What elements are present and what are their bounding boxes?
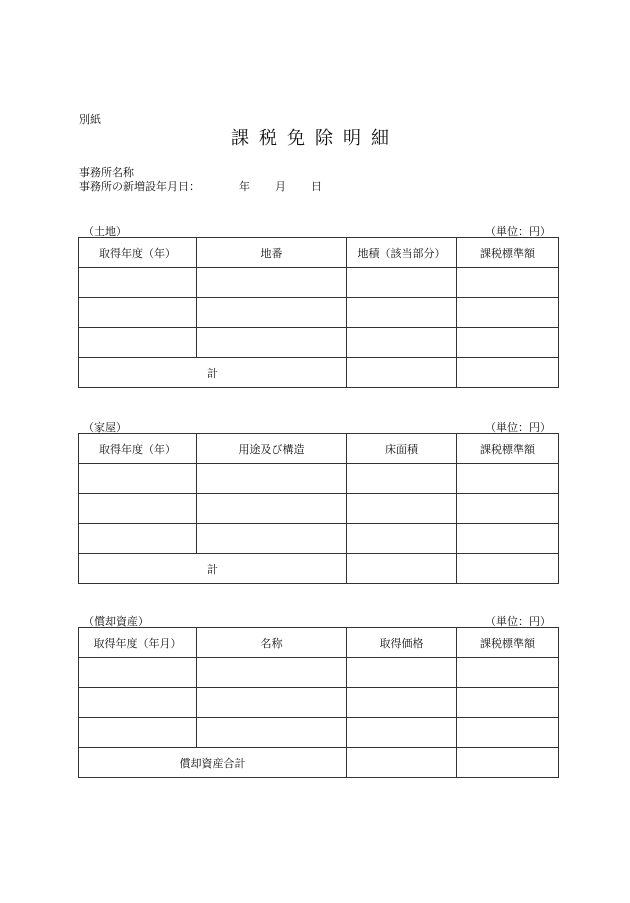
table-cell[interactable] [197, 658, 347, 688]
table-cell[interactable] [79, 688, 197, 718]
building-unit-label: （単位：円） [485, 421, 551, 434]
column-header: 地積（該当部分） [347, 238, 457, 268]
table-row [79, 328, 559, 358]
column-header: 床面積 [347, 434, 457, 464]
column-header: 取得価格 [347, 628, 457, 658]
office-date-label: 事務所の新増設年月日： [79, 180, 200, 193]
table-cell[interactable] [347, 748, 457, 778]
table-cell[interactable] [197, 464, 347, 494]
table-cell[interactable] [347, 268, 457, 298]
table-cell[interactable] [457, 464, 559, 494]
annex-label: 別紙 [79, 113, 101, 126]
land-unit-label: （単位：円） [485, 225, 551, 238]
day-unit: 日 [311, 180, 322, 193]
table-cell[interactable] [347, 298, 457, 328]
table-cell[interactable] [79, 494, 197, 524]
table-cell[interactable] [347, 464, 457, 494]
land-section-label: （土地） [83, 225, 127, 238]
table-cell[interactable] [79, 524, 197, 554]
table-cell[interactable] [79, 718, 197, 748]
table-cell[interactable] [79, 298, 197, 328]
table-cell[interactable] [457, 358, 559, 388]
table-cell[interactable] [197, 688, 347, 718]
table-cell[interactable] [457, 688, 559, 718]
total-label: 計 [79, 554, 347, 584]
table-cell[interactable] [457, 658, 559, 688]
depreciable-section-label: （償却資産） [83, 615, 149, 628]
table-cell[interactable] [197, 524, 347, 554]
table-cell[interactable] [347, 688, 457, 718]
land-table [78, 237, 559, 388]
table-cell[interactable] [457, 494, 559, 524]
table-cell[interactable] [347, 494, 457, 524]
table-header-row [79, 238, 559, 268]
table-cell[interactable] [79, 464, 197, 494]
table-row [79, 298, 559, 328]
table-row [79, 494, 559, 524]
table-row [79, 524, 559, 554]
table-cell[interactable] [347, 554, 457, 584]
table-cell[interactable] [457, 298, 559, 328]
total-row [79, 358, 559, 388]
total-label: 償却資産合計 [79, 748, 347, 778]
page-title: 課税免除明細 [231, 128, 399, 149]
table-cell[interactable] [347, 658, 457, 688]
table-cell[interactable] [347, 718, 457, 748]
table-cell[interactable] [457, 748, 559, 778]
table-cell[interactable] [79, 268, 197, 298]
table-cell[interactable] [197, 268, 347, 298]
table-cell[interactable] [457, 524, 559, 554]
table-cell[interactable] [457, 718, 559, 748]
column-header: 課税標準額 [457, 434, 559, 464]
table-cell[interactable] [347, 358, 457, 388]
column-header: 地番 [197, 238, 347, 268]
table-cell[interactable] [457, 268, 559, 298]
table-header-row [79, 434, 559, 464]
depreciable-unit-label: （単位：円） [485, 615, 551, 628]
total-row [79, 554, 559, 584]
table-row [79, 658, 559, 688]
table-cell[interactable] [197, 298, 347, 328]
column-header: 用途及び構造 [197, 434, 347, 464]
table-row [79, 464, 559, 494]
year-unit: 年 [239, 180, 250, 193]
depreciable-table [78, 627, 559, 778]
office-name-label: 事務所名称 [79, 166, 134, 179]
total-row [79, 748, 559, 778]
table-row [79, 688, 559, 718]
table-cell[interactable] [347, 328, 457, 358]
column-header: 課税標準額 [457, 238, 559, 268]
table-cell[interactable] [457, 554, 559, 584]
column-header: 取得年度（年月） [79, 628, 197, 658]
column-header: 課税標準額 [457, 628, 559, 658]
table-cell[interactable] [457, 328, 559, 358]
building-section-label: （家屋） [83, 421, 127, 434]
office-date-row [79, 180, 347, 194]
table-cell[interactable] [79, 328, 197, 358]
total-label: 計 [79, 358, 347, 388]
column-header: 取得年度（年） [79, 434, 197, 464]
table-cell[interactable] [347, 524, 457, 554]
table-header-row [79, 628, 559, 658]
table-row [79, 268, 559, 298]
table-cell[interactable] [79, 658, 197, 688]
column-header: 名称 [197, 628, 347, 658]
building-table [78, 433, 559, 584]
table-cell[interactable] [197, 494, 347, 524]
column-header: 取得年度（年） [79, 238, 197, 268]
table-cell[interactable] [197, 718, 347, 748]
table-cell[interactable] [197, 328, 347, 358]
table-row [79, 718, 559, 748]
month-unit: 月 [275, 180, 286, 193]
